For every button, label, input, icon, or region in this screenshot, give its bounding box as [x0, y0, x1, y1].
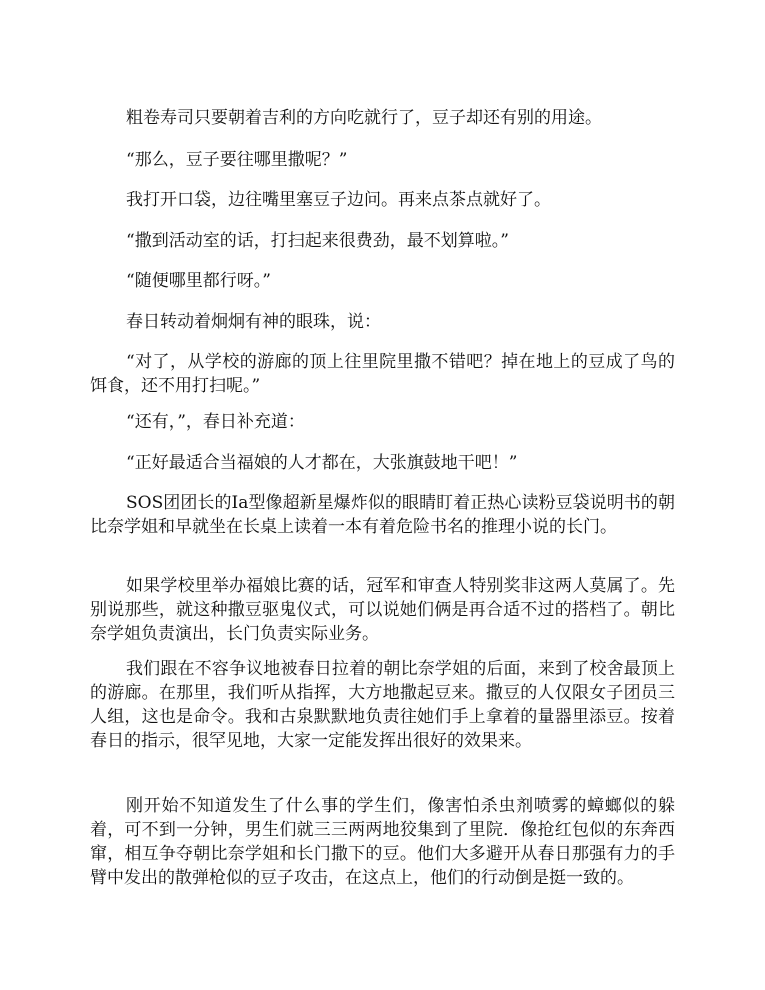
paragraph-4: “撒到活动室的话，打扫起来很费劲，最不划算啦。”	[126, 231, 509, 251]
paragraph-6: 春日转动着炯炯有神的眼珠，说：	[126, 312, 381, 332]
paragraph-9: “正好最适合当福娘的人才都在，大张旗鼓地干吧！”	[126, 453, 518, 473]
paragraph-5: “随便哪里都行呀。”	[126, 271, 271, 291]
paragraph-8: “还有，”，春日补充道：	[126, 412, 305, 432]
paragraph-13: 刚开始不知道发生了什么事的学生们，像害怕杀虫剂喷雾的蟑螂似的躲着，可不到一分钟，男生们就三三两两地狡集到了里院．像抢红包似的东奔西窜，相互争夺朝比奈学姐和长门撒下的豆。他们大多避开从春日那强有力的手臂中发出的散弹枪似的豆子攻击，在这点上，他们的行动倒是挺一致的。	[90, 796, 675, 888]
paragraph-12: 我们跟在不容争议地被春日拉着的朝比奈学姐的后面，来到了校舍最顶上的游廊。在那里，我们听从指挥，大方地撒起豆来。撒豆的人仅限女子团员三人组，这也是命令。我和古泉默默地负责往她们手上拿着的量器里添豆。按着春日的指示，很罕见地，大家一定能发挥出很好的效果来。	[90, 659, 675, 751]
paragraph-2: “那么，豆子要往哪里撒呢？”	[126, 150, 348, 170]
paragraph-1: 粗卷寿司只要朝着吉利的方向吃就行了，豆子却还有别的用途。	[126, 108, 602, 128]
paragraph-11: 如果学校里举办福娘比赛的话，冠军和审查人特别奖非这两人莫属了。先别说那些，就这种撒豆驱鬼仪式，可以说她们俩是再合适不过的搭档了。朝比奈学姐负责演出，长门负责实际业务。	[90, 576, 675, 644]
paragraph-7: “对了，从学校的游廊的顶上往里院里撒不错吧？掉在地上的豆成了鸟的饵食，还不用打扫呢。”	[90, 352, 675, 396]
paragraph-3: 我打开口袋，边往嘴里塞豆子边问。再来点茶点就好了。	[126, 190, 551, 210]
paragraph-10: SOS团团长的Ia型像超新星爆炸似的眼睛盯着正热心读粉豆袋说明书的朝比奈学姐和早就坐在长桌上读着一本有着危险书名的推理小说的长门。	[90, 493, 675, 537]
